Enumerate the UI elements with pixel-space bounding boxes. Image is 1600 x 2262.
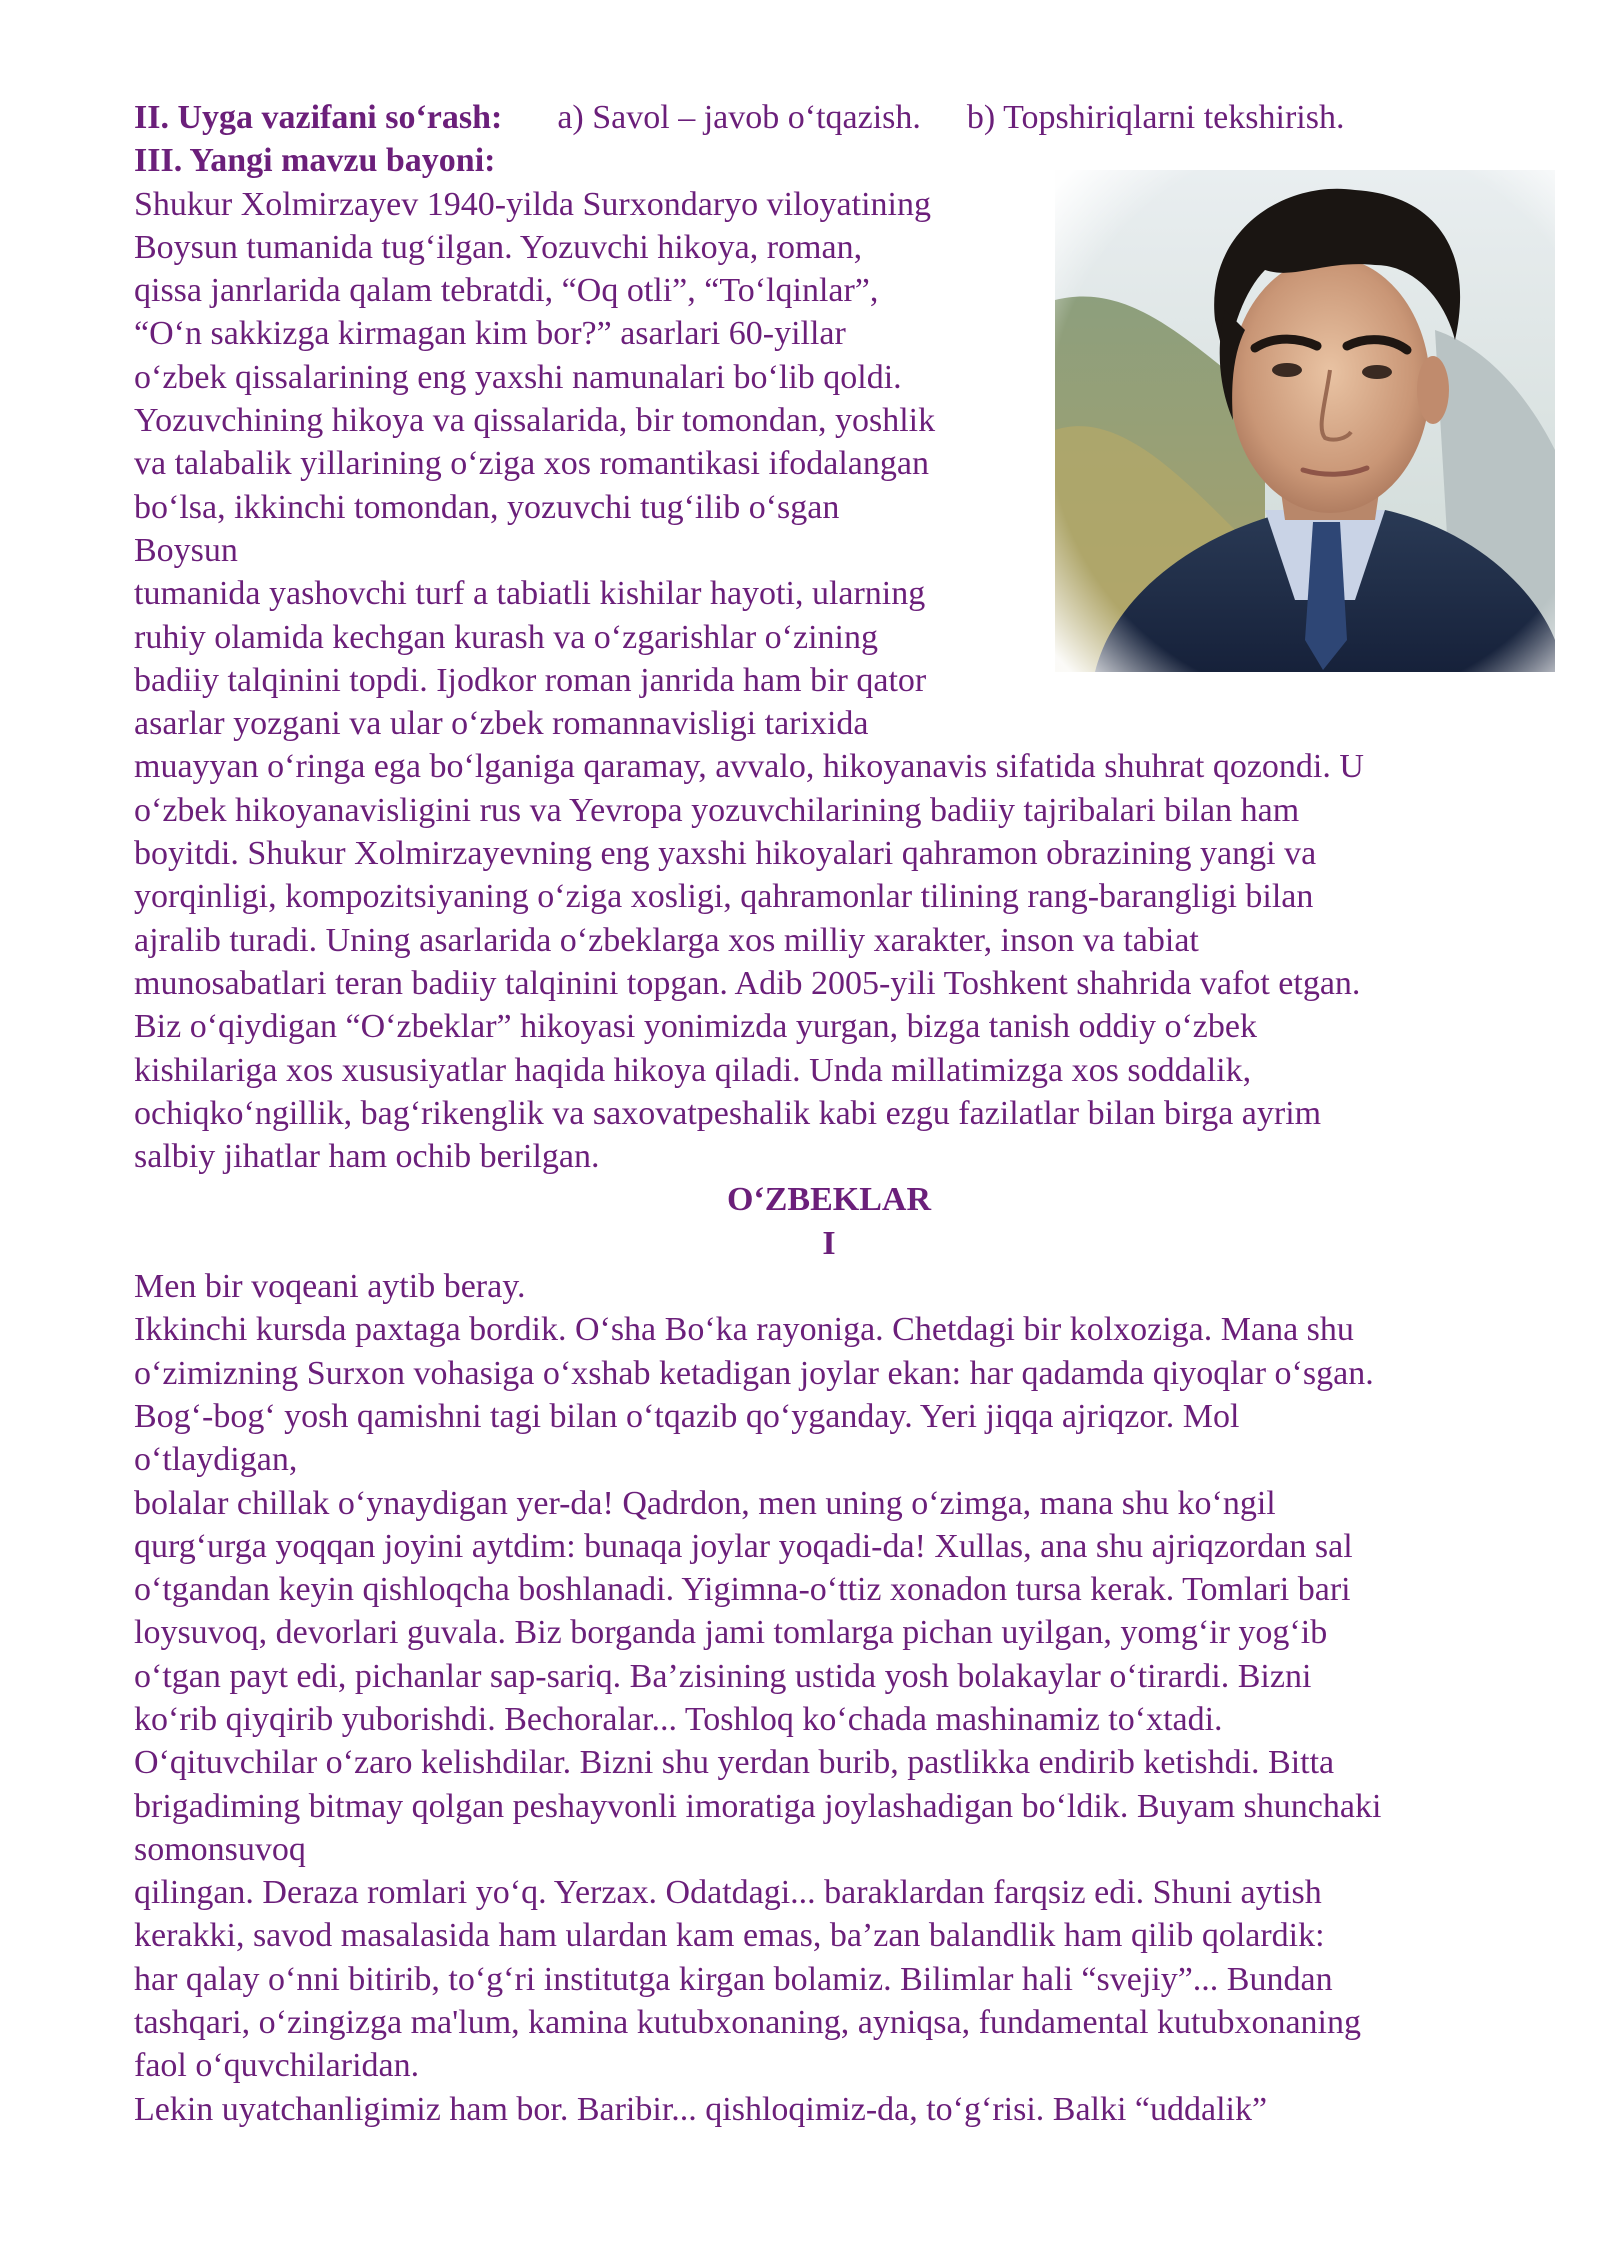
story-line: qilingan. Deraza romlari yo‘q. Yerzax. Odatdagi... baraklardan farqsiz edi. Shuni aytish bbox=[134, 1874, 1322, 1912]
homework-item-b: b) Topshiriqlarni tekshirish. bbox=[966, 99, 1345, 136]
intro-line: Boysun bbox=[134, 531, 238, 569]
story-line: faol o‘quvchilaridan. bbox=[134, 2047, 420, 2085]
chapter-number: I bbox=[822, 1224, 836, 1262]
story-line: Ikkinchi kursda paxtaga bordik. O‘sha Bo‘ka rayoniga. Chetdagi bir kolxoziga. Mana shu bbox=[134, 1311, 1354, 1349]
intro-line: o‘zbek hikoyanavisligini rus va Yevropa yozuvchilarining badiiy tajribalari bilan ham bbox=[134, 791, 1300, 829]
intro-line: boyitdi. Shukur Xolmirzayevning eng yaxshi hikoyalari qahramon obrazining yangi va bbox=[134, 835, 1317, 873]
story-line: O‘qituvchilar o‘zaro kelishdilar. Bizni shu yerdan burib, pastlikka endirib ketishdi. Bitta bbox=[134, 1744, 1335, 1782]
story-line: tashqari, o‘zingizga ma'lum, kamina kutubxonaning, ayniqsa, fundamental kutubxonaning bbox=[134, 2004, 1362, 2042]
homework-item-a: a) Savol – javob o‘tqazish. bbox=[557, 99, 921, 136]
intro-line: ruhiy olamida kechgan kurash va o‘zgarishlar o‘zining bbox=[134, 618, 878, 656]
intro-line: muayyan o‘ringa ega bo‘lganiga qaramay, avvalo, hikoyanavis sifatida shuhrat qozondi. U bbox=[134, 748, 1364, 786]
story-line: har qalay o‘nni bitirib, to‘g‘ri institutga kirgan bolamiz. Bilimlar hali “svejiy”... Bundan bbox=[134, 1960, 1333, 1998]
story-text bbox=[134, 1265, 1514, 2131]
intro-line: o‘zbek qissalarining eng yaxshi namunalari bo‘lib qoldi. bbox=[134, 358, 902, 396]
story-line: bolalar chillak o‘ynaydigan yer-da! Qadrdon, men uning o‘zimga, mana shu ko‘ngil bbox=[134, 1484, 1276, 1522]
intro-line: badiiy talqinini topdi. Ijodkor roman janrida ham bir qator bbox=[134, 661, 927, 699]
intro-line: Biz o‘qiydigan “O‘zbeklar” hikoyasi yonimizda yurgan, bizga tanish oddiy o‘zbek bbox=[134, 1008, 1257, 1046]
story-line: Men bir voqeani aytib beray. bbox=[134, 1268, 526, 1306]
intro-line: yorqinligi, kompozitsiyaning o‘ziga xosligi, qahramonlar tilining rang-barangligi bilan bbox=[134, 878, 1314, 916]
intro-line: tumanida yashovchi turf a tabiatli kishilar hayoti, ularning bbox=[134, 575, 926, 613]
author-portrait bbox=[1055, 170, 1555, 672]
intro-line: Shukur Xolmirzayev 1940-yilda Surxondaryo viloyatining bbox=[134, 185, 931, 223]
story-line: brigadiming bitmay qolgan peshayvonli imoratiga joylashadigan bo‘ldik. Buyam shunchaki bbox=[134, 1787, 1382, 1825]
story-line: Bog‘-bog‘ yosh qamishni tagi bilan o‘tqazib qo‘yganday. Yeri jiqqa ajriqzor. Mol bbox=[134, 1397, 1240, 1435]
story-line: kerakki, savod masalasida ham ulardan kam emas, ba’zan balandlik ham qilib qolardik: bbox=[134, 1917, 1325, 1955]
story-line: somonsuvoq bbox=[134, 1830, 306, 1868]
intro-line: qissa janrlarida qalam tebratdi, “Oq otli”, “To‘lqinlar”, bbox=[134, 272, 879, 310]
homework-title: II. Uyga vazifani so‘rash: bbox=[134, 99, 503, 136]
story-line: o‘zimizning Surxon vohasiga o‘xshab ketadigan joylar ekan: har qadamda qiyoqlar o‘sgan. bbox=[134, 1354, 1374, 1392]
intro-line: salbiy jihatlar ham ochib berilgan. bbox=[134, 1138, 600, 1176]
intro-line: Yozuvchining hikoya va qissalarida, bir tomondan, yoshlik bbox=[134, 402, 936, 440]
intro-line: Boysun tumanida tug‘ilgan. Yozuvchi hikoya, roman, bbox=[134, 228, 863, 266]
story-line: loysuvoq, devorlari guvala. Biz borganda jami tomlarga pichan uyilgan, yomg‘ir yog‘ib bbox=[134, 1614, 1328, 1652]
story-line: ko‘rib qiyqirib yuborishdi. Bechoralar... Toshloq ko‘chada mashinamiz to‘xtadi. bbox=[134, 1700, 1223, 1738]
intro-line: munosabatlari teran badiiy talqinini topgan. Adib 2005-yili Toshkent shahrida vafot etgan. bbox=[134, 964, 1361, 1002]
intro-line: asarlar yozgani va ular o‘zbek romannavisligi tarixida bbox=[134, 705, 869, 743]
story-line: o‘tlaydigan, bbox=[134, 1441, 298, 1479]
intro-line: “O‘n sakkizga kirmagan kim bor?” asarlari 60-yillar bbox=[134, 315, 846, 353]
story-line: qurg‘urga yoqqan joyini aytdim: bunaqa joylar yoqadi-da! Xullas, ana shu ajriqzordan sal bbox=[134, 1527, 1353, 1565]
story-line: o‘tgan payt edi, pichanlar sap-sariq. Ba’zisining ustida yosh bolakaylar o‘tirardi. Bizni bbox=[134, 1657, 1312, 1695]
homework-row bbox=[134, 96, 1514, 139]
new-topic-title: III. Yangi mavzu bayoni: bbox=[134, 142, 496, 180]
intro-line: bo‘lsa, ikkinchi tomondan, yozuvchi tug‘ilib o‘sgan bbox=[134, 488, 840, 526]
intro-line: va talabalik yillarining o‘ziga xos romantikasi ifodalangan bbox=[134, 445, 929, 483]
intro-line: ochiqko‘ngillik, bag‘rikenglik va saxovatpeshalik kabi ezgu fazilatlar bilan birga ayrim bbox=[134, 1094, 1322, 1132]
story-title: O‘ZBEKLAR bbox=[726, 1181, 932, 1219]
intro-line: ajralib turadi. Uning asarlarida o‘zbeklarga xos milliy xarakter, inson va tabiat bbox=[134, 921, 1199, 959]
story-line: Lekin uyatchanligimiz ham bor. Baribir... qishloqimiz-da, to‘g‘risi. Balki “uddalik” bbox=[134, 2090, 1268, 2128]
story-line: o‘tgandan keyin qishloqcha boshlanadi. Yigimna-o‘ttiz xonadon tursa kerak. Tomlari bari bbox=[134, 1571, 1351, 1609]
intro-line: kishilariga xos xususiyatlar haqida hikoya qiladi. Unda millatimizga xos soddalik, bbox=[134, 1051, 1252, 1089]
